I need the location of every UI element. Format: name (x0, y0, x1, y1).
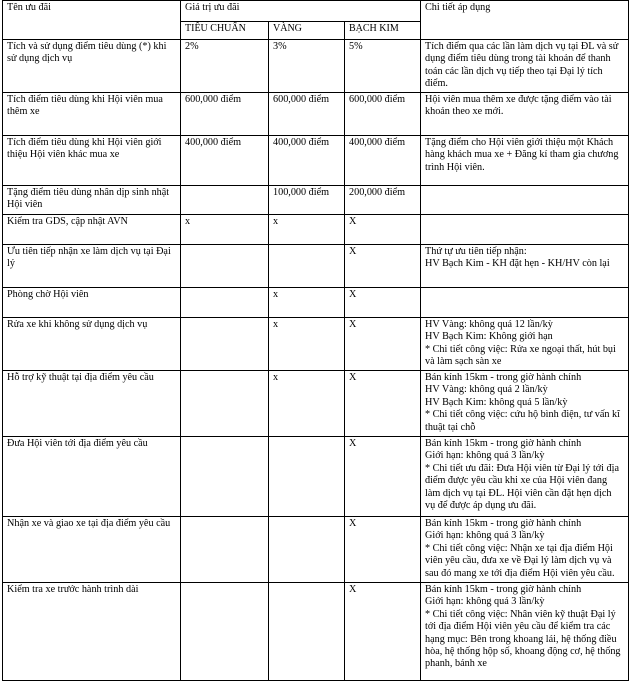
platinum-value-cell: X (345, 437, 421, 517)
standard-value-cell (181, 517, 269, 583)
platinum-value-cell: X (345, 318, 421, 371)
gold-value-cell: 400,000 điểm (269, 136, 345, 186)
standard-value-cell (181, 583, 269, 681)
detail-line: Giới hạn: không quá 3 lần/kỳ (425, 596, 545, 608)
benefit-name-cell: Tích điểm tiêu dùng khi Hội viên mua thêm xe (3, 93, 181, 136)
detail-cell (421, 437, 629, 517)
detail-line: HV Bạch Kim: không quá 5 lần/kỳ (425, 396, 568, 408)
standard-value-cell: x (181, 215, 269, 245)
header-benefit-value: Giá trị ưu đãi (181, 1, 421, 22)
header-tier-gold: VÀNG (269, 22, 345, 40)
table-row (3, 245, 629, 288)
standard-value-cell (181, 186, 269, 215)
gold-value-cell: 600,000 điểm (269, 93, 345, 136)
gold-value-cell (269, 245, 345, 288)
gold-value-cell: 3% (269, 40, 345, 93)
platinum-value-cell: X (345, 215, 421, 245)
detail-line: Bán kính 15km - trong giờ hành chính (425, 518, 582, 529)
gold-value-cell: x (269, 318, 345, 371)
gold-value-cell: x (269, 288, 345, 318)
platinum-value-cell: X (345, 245, 421, 288)
benefit-name-cell: Phòng chờ Hội viên (3, 288, 181, 318)
benefit-name-cell: Rửa xe khi không sử dụng dịch vụ (3, 318, 181, 371)
benefit-name-cell: Hỗ trợ kỹ thuật tại địa điểm yêu cầu (3, 371, 181, 437)
detail-line: * Chi tiết ưu đãi: Đưa Hội viên từ Đại lý tới địa điểm được yêu cầu khi xe của Hội viên đang làm dịch vụ tại ĐL. Hội viên cần đặt hẹn dịch vụ để được áp dụng ưu đãi. (425, 462, 619, 512)
detail-cell (421, 318, 629, 371)
gold-value-cell: x (269, 371, 345, 437)
table-row (3, 288, 629, 318)
standard-value-cell: 400,000 điểm (181, 136, 269, 186)
platinum-value-cell: 400,000 điểm (345, 136, 421, 186)
table-row (3, 186, 629, 215)
gold-value-cell: x (269, 215, 345, 245)
detail-cell (421, 371, 629, 437)
detail-line: HV Vàng: không quá 2 lần/kỳ (425, 384, 548, 396)
platinum-value-cell: X (345, 583, 421, 681)
benefit-name-cell: Tích điểm tiêu dùng khi Hội viên giới thiệu Hội viên khác mua xe (3, 136, 181, 186)
benefit-name-cell: Tích và sử dụng điểm tiêu dùng (*) khi sử dụng dịch vụ (3, 40, 181, 93)
standard-value-cell (181, 371, 269, 437)
detail-line: * Chi tiết công việc: Nhận xe tại địa điểm Hội viên yêu cầu, đưa xe về Đại lý làm dịch vụ và sau đó mang xe tới địa điểm Hội viên yêu cầu. (425, 542, 615, 579)
benefit-name-cell: Kiểm tra xe trước hành trình dài (3, 583, 181, 681)
detail-line: HV Bạch Kim: Không giới hạn (425, 331, 553, 343)
detail-line: * Chi tiết công việc: Rửa xe ngoại thất, hút bụi và làm sạch sàn xe (425, 343, 616, 368)
benefit-name-cell: Đưa Hội viên tới địa điểm yêu cầu (3, 437, 181, 517)
detail-cell (421, 136, 629, 186)
detail-cell (421, 93, 629, 136)
platinum-value-cell: X (345, 371, 421, 437)
table-row (3, 136, 629, 186)
detail-line: Tích điểm qua các lần làm dịch vụ tại ĐL và sử dụng điểm tiêu dùng trong tài khoản để thanh toán các lần dịch vụ tiếp theo tại Đại lý tích điểm. (425, 41, 619, 90)
standard-value-cell: 600,000 điểm (181, 93, 269, 136)
table-row (3, 583, 629, 681)
platinum-value-cell: X (345, 288, 421, 318)
platinum-value-cell: 200,000 điểm (345, 186, 421, 215)
standard-value-cell (181, 437, 269, 517)
detail-line: Bán kính 15km - trong giờ hành chính (425, 584, 582, 595)
table-row (3, 371, 629, 437)
detail-cell (421, 245, 629, 288)
detail-line: Hội viên mua thêm xe được tặng điểm vào tài khoản theo xe mới. (425, 94, 612, 118)
benefit-name-cell: Ưu tiên tiếp nhận xe làm dịch vụ tại Đại lý (3, 245, 181, 288)
benefit-name-cell: Kiểm tra GDS, cập nhật AVN (3, 215, 181, 245)
header-benefit-name: Tên ưu đãi (3, 1, 181, 40)
table-row (3, 40, 629, 93)
platinum-value-cell: 600,000 điểm (345, 93, 421, 136)
detail-cell (421, 288, 629, 318)
detail-line: HV Bạch Kim - KH đặt hẹn - KH/HV còn lại (425, 258, 610, 270)
header-application-detail: Chi tiết áp dụng (421, 1, 629, 40)
detail-line: Bán kính 15km - trong giờ hành chính (425, 438, 582, 449)
detail-cell (421, 186, 629, 215)
table-row (3, 517, 629, 583)
benefits-table (2, 0, 629, 681)
gold-value-cell (269, 437, 345, 517)
table-body (3, 40, 629, 681)
detail-line: * Chi tiết công việc: Nhân viên kỹ thuật Đại lý tới địa điểm Hội viên yêu cầu để kiểm tra các hạng mục: Bên trong khoang lái, hệ thống điều hòa, hệ thống hộp số, khoang động cơ, hệ thống phanh, bánh xe (425, 608, 621, 670)
detail-line: Tặng điểm cho Hội viên giới thiệu một Khách hàng khách mua xe + Đăng kí tham gia chương trình Hội viên. (425, 137, 619, 173)
detail-line: * Chi tiết công việc: cứu hộ bình điện, tư vấn kĩ thuật tại chỗ (425, 409, 620, 433)
detail-cell (421, 215, 629, 245)
standard-value-cell (181, 245, 269, 288)
detail-cell (421, 517, 629, 583)
platinum-value-cell: X (345, 517, 421, 583)
detail-line: Giới hạn: không quá 3 lần/kỳ (425, 530, 545, 542)
standard-value-cell (181, 318, 269, 371)
table-row (3, 93, 629, 136)
standard-value-cell (181, 288, 269, 318)
table-row (3, 437, 629, 517)
gold-value-cell: 100,000 điểm (269, 186, 345, 215)
gold-value-cell (269, 517, 345, 583)
gold-value-cell (269, 583, 345, 681)
detail-line: Thứ tự ưu tiên tiếp nhận: (425, 246, 527, 257)
table-header (3, 1, 629, 40)
detail-cell (421, 40, 629, 93)
header-tier-platinum: BẠCH KIM (345, 22, 421, 40)
header-tier-standard: TIÊU CHUẨN (181, 22, 269, 40)
detail-line: Giới hạn: không quá 3 lần/kỳ (425, 450, 545, 462)
benefit-name-cell: Tặng điểm tiêu dùng nhân dịp sinh nhật Hội viên (3, 186, 181, 215)
table-row (3, 215, 629, 245)
detail-line: HV Vàng: không quá 12 lần/kỳ (425, 319, 553, 330)
standard-value-cell: 2% (181, 40, 269, 93)
benefit-name-cell: Nhận xe và giao xe tại địa điểm yêu cầu (3, 517, 181, 583)
table-row (3, 318, 629, 371)
detail-line: Bán kính 15km - trong giờ hành chính (425, 372, 582, 383)
detail-cell (421, 583, 629, 681)
platinum-value-cell: 5% (345, 40, 421, 93)
